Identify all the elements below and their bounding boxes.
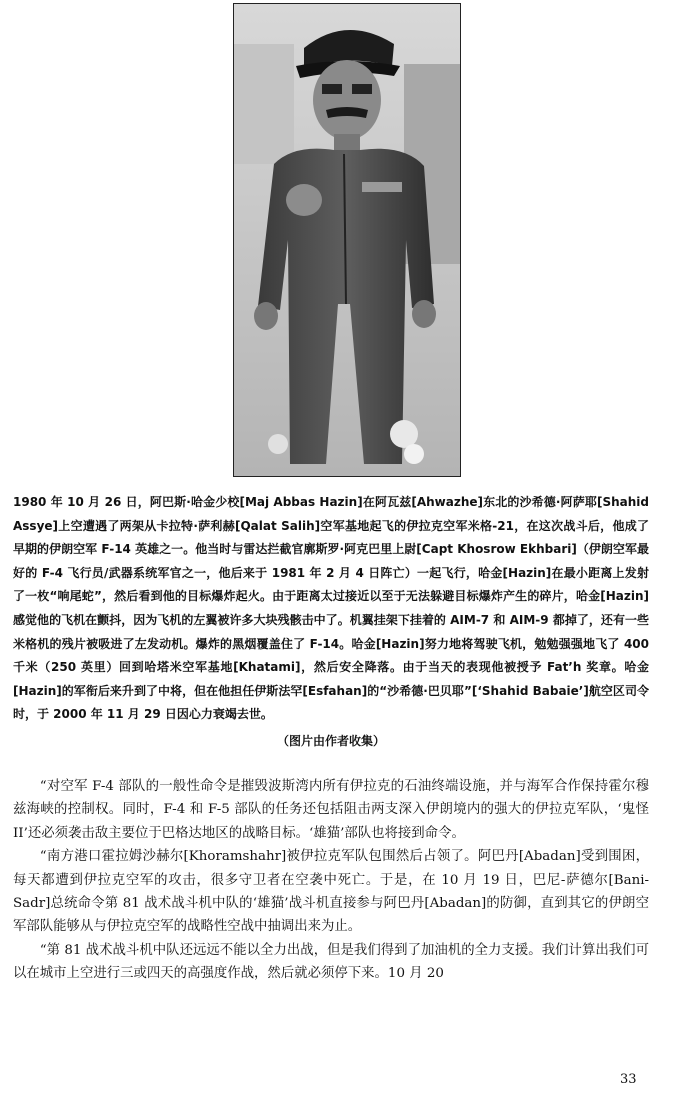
body-text [13,775,649,986]
page-number: 33 [620,1072,637,1087]
pilot-photo [233,3,461,477]
paragraph: “对空军 F-4 部队的一般性命令是摧毁波斯湾内所有伊拉克的石油终端设施，并与海军合作保持霍尔穆兹海峡的控制权。同时，F-4 和 F-5 部队的任务还包括阻击两支深入伊朗境内的强大的伊拉克军队，‘鬼怪 II’还必须袭击敌主要位于巴格达地区的战略目标。‘雄猫’部队也将接到命令。 [13,779,649,841]
paragraph: “南方港口霍拉姆沙赫尔[Khoramshahr]被伊拉克军队包围然后占领了。阿巴丹[Abadan]受到围困，每天都遭到伊拉克空军的攻击，很多守卫者在空袭中死亡。于是，在 10 月 19 日，巴尼-萨德尔[Bani-Sadr]总统命令第 81 战术战斗机中队的‘雄猫’战斗机直接参与阿巴丹[Abadan]的防御，直到其它的伊朗空军部队能够从与伊拉克空军的战略性空战中抽调出来为止。 [13,849,649,935]
pilot-portrait-photo-icon [234,4,460,476]
photo-caption: 1980 年 10 月 26 日，阿巴斯·哈金少校[Maj Abbas Hazin]在阿瓦兹[Ahwazhe]东北的沙希德·阿萨耶[Shahid Assye]上空遭遇了两架从卡拉特·萨利赫[Qalat Salih]空军基地起飞的伊拉克空军米格-21，在这次战斗后，他成了早期的伊朗空军 F-14 英雄之一。他当时与雷达拦截官廓斯罗·阿克巴里上尉[Capt Khosrow Ekhbari]（伊朗空军最好的 F-4 飞行员/武器系统军官之一，他后来于 1981 年 2 月 4 日阵亡）一起飞行，哈金[Hazin]在最小距离上发射了一枚“响尾蛇”，然后看到他的目标爆炸起火。由于距离太过接近以至于无法躲避目标爆炸产生的碎片，哈金[Hazin]感觉他的飞机在颤抖，因为飞机的左翼被许多大块残骸击中了。机翼挂架下挂着的 AIM-7 和 AIM-9 都掉了，还有一些米格机的残片被吸进了左发动机。爆炸的黑烟覆盖住了 F-14。哈金[Hazin]努力地将驾驶飞机，勉勉强强地飞了 400 千米（250 英里）回到哈塔米空军基地[Khatami]，然后安全降落。由于当天的表现他被授予 Fat’h 奖章。哈金[Hazin]的军衔后来升到了中将，但在他担任伊斯法罕[Esfahan]的“沙希德·巴贝耶”[‘Shahid Babaie’]航空区司令时，于 2000 年 11 月 29 日因心力衰竭去世。 [13,495,649,722]
photo-credit: （图片由作者收集） [276,734,385,748]
paragraph: “第 81 战术战斗机中队还远远不能以全力出战，但是我们得到了加油机的全力支援。我们计算出我们可以在城市上空进行三或四天的高强度作战，然后就必须停下来。10 月 20 [13,942,649,982]
